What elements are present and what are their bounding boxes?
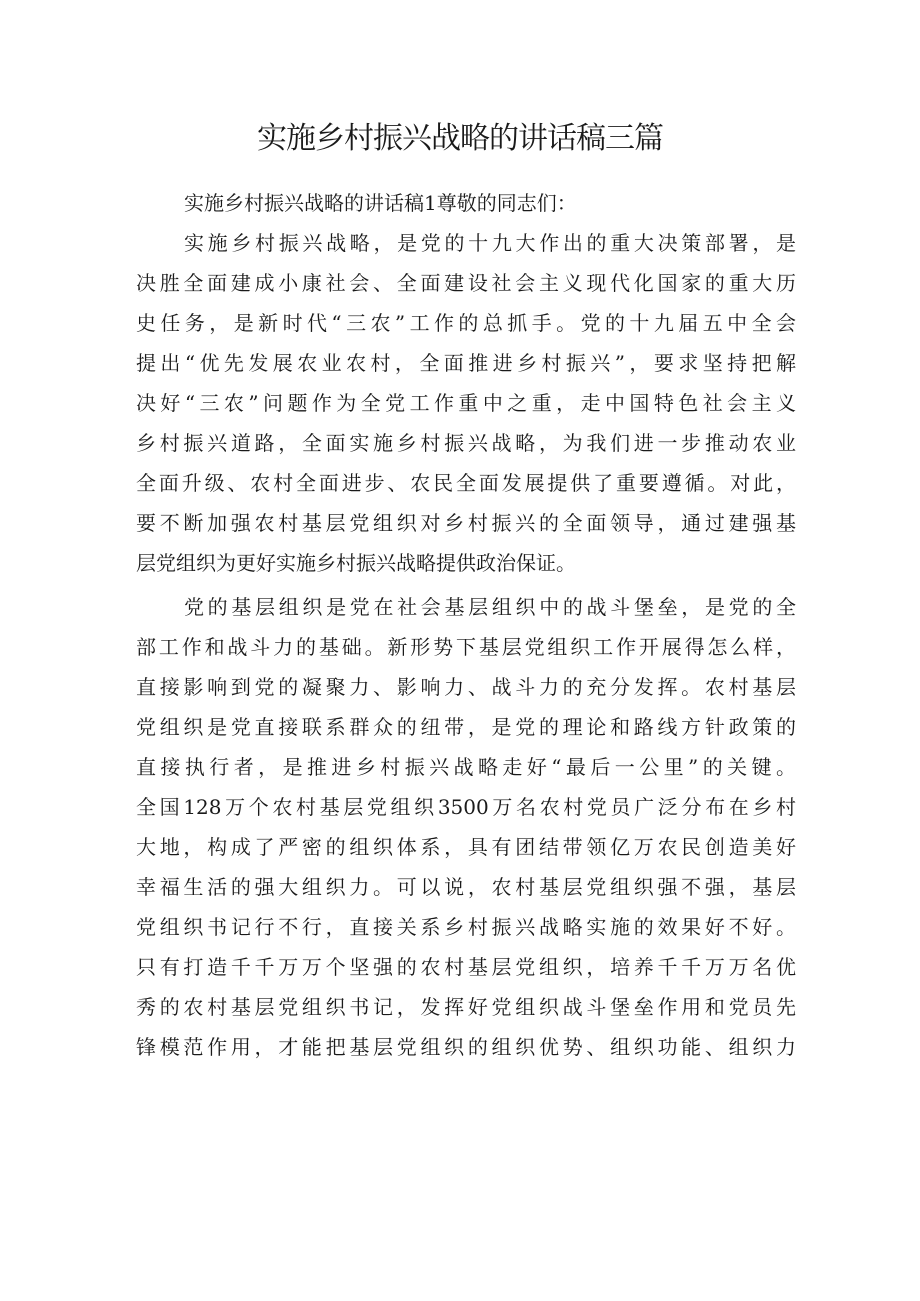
text-line: 党组织书记行不行，直接关系乡村振兴战略实施的效果好不好。 xyxy=(136,915,796,939)
text-line: 要不断加强农村基层党组织对乡村振兴的全面领导，通过建强基 xyxy=(136,511,796,535)
document-title: 实施乡村振兴战略的讲话稿三篇 xyxy=(257,121,663,156)
text-line: 幸福生活的强大组织力。可以说，农村基层党组织强不强，基层 xyxy=(136,875,796,899)
text-line: 决胜全面建成小康社会、全面建设社会主义现代化国家的重大历 xyxy=(136,271,796,295)
text-line: 全国128万个农村基层党组织3500万名农村党员广泛分布在乡村 xyxy=(136,795,796,819)
text-line: 全面升级、农村全面进步、农民全面发展提供了重要遵循。对此， xyxy=(136,471,796,495)
text-line: 层党组织为更好实施乡村振兴战略提供政治保证。 xyxy=(136,551,576,575)
text-line: 党的基层组织是党在社会基层组织中的战斗堡垒，是党的全 xyxy=(184,595,796,619)
text-line: 只有打造千千万万个坚强的农村基层党组织，培养千千万万名优 xyxy=(136,955,796,979)
text-line: 直接执行者，是推进乡村振兴战略走好“最后一公里”的关键。 xyxy=(136,755,796,779)
text-line: 直接影响到党的凝聚力、影响力、战斗力的充分发挥。农村基层 xyxy=(136,675,796,699)
text-line: 大地，构成了严密的组织体系，具有团结带领亿万农民创造美好 xyxy=(136,835,796,859)
text-line: 部工作和战斗力的基础。新形势下基层党组织工作开展得怎么样， xyxy=(136,635,796,659)
text-line: 实施乡村振兴战略，是党的十九大作出的重大决策部署，是 xyxy=(184,231,796,255)
text-line: 史任务，是新时代“三农”工作的总抓手。党的十九届五中全会 xyxy=(136,311,796,335)
text-line: 实施乡村振兴战略的讲话稿1尊敬的同志们： xyxy=(184,191,577,215)
text-line: 提出“优先发展农业农村，全面推进乡村振兴”，要求坚持把解 xyxy=(136,351,796,375)
text-line: 锋模范作用，才能把基层党组织的组织优势、组织功能、组织力 xyxy=(136,1035,796,1059)
document-body xyxy=(136,183,796,1067)
text-line: 秀的农村基层党组织书记，发挥好党组织战斗堡垒作用和党员先 xyxy=(136,995,796,1019)
text-line: 党组织是党直接联系群众的纽带，是党的理论和路线方针政策的 xyxy=(136,715,796,739)
text-line: 乡村振兴道路，全面实施乡村振兴战略，为我们进一步推动农业 xyxy=(136,431,796,455)
text-line: 决好“三农”问题作为全党工作重中之重，走中国特色社会主义 xyxy=(136,391,796,415)
